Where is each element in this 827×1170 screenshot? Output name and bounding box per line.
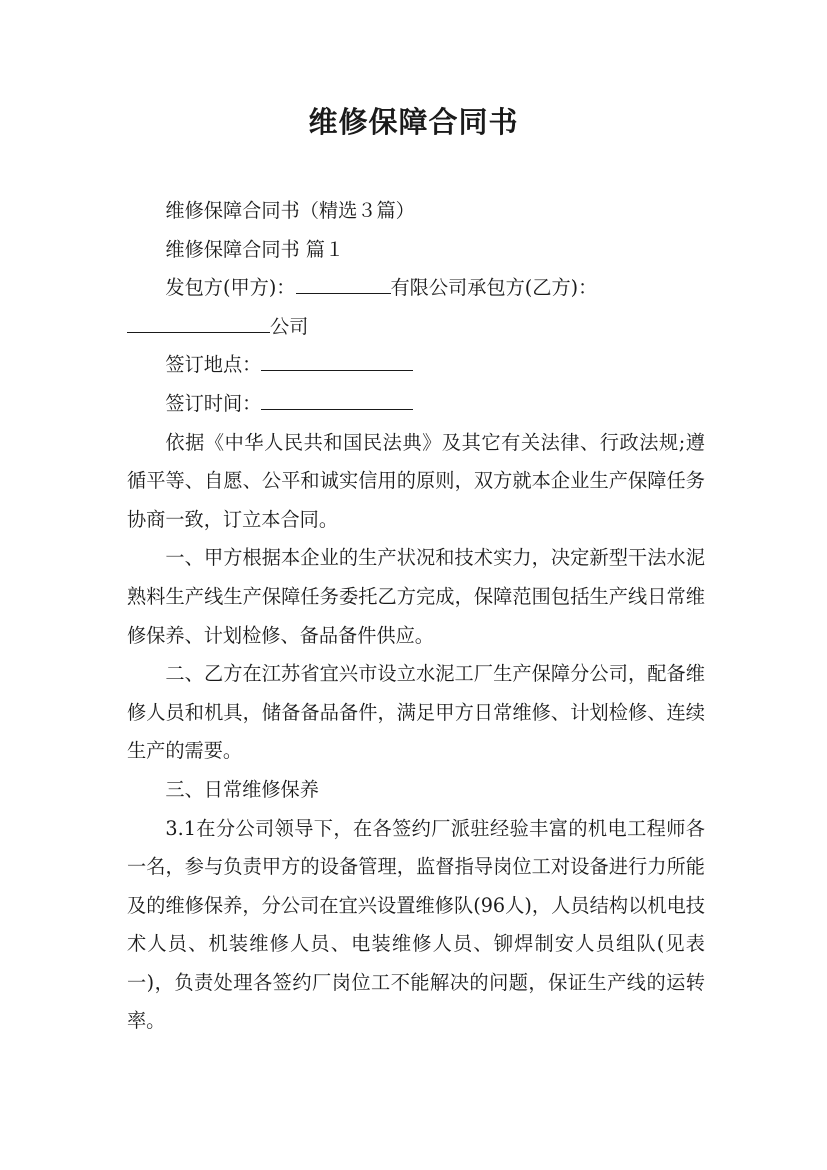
paragraph-basis: 依据《中华人民共和国民法典》及其它有关法律、行政法规;遵循平等、自愿、公平和诚实信用的原则，双方就本企业生产保障任务协商一致，订立本合同。	[127, 430, 705, 531]
subtitle-line: 维修保障合同书（精选３篇）	[165, 199, 415, 222]
document-body	[127, 192, 705, 1041]
sign-place-blank	[261, 348, 413, 371]
party-b-suffix: 公司	[270, 314, 309, 338]
party-b-line	[127, 308, 705, 347]
party-b-blank	[127, 310, 270, 333]
sign-time-label: 签订时间：	[165, 391, 262, 415]
party-a-label: 发包方(甲方)：	[165, 276, 296, 300]
document-title: 维修保障合同书	[308, 105, 519, 139]
paragraph-clause-3-1: 3.1在分公司领导下，在各签约厂派驻经验丰富的机电工程师各一名，参与负责甲方的设备管理，监督指导岗位工对设备进行力所能及的维修保养，分公司在宜兴设置维修队(96人)，人员结构以机电技术人员、机装维修人员、电装维修人员、铆焊制安人员组队(见表一)，负责处理各签约厂岗位工不能解决的问题，保证生产线的运转率。	[127, 816, 705, 1033]
party-a-blank	[296, 271, 391, 294]
paragraph-clause-3-heading: 三、日常维修保养	[165, 777, 319, 801]
sign-time-blank	[261, 387, 413, 410]
paragraph-clause-1: 一、甲方根据本企业的生产状况和技术实力，决定新型干法水泥熟料生产线生产保障任务委托乙方完成，保障范围包括生产线日常维修保养、计划检修、备品备件供应。	[127, 546, 705, 647]
section-heading: 维修保障合同书 篇１	[165, 237, 345, 261]
party-line	[127, 269, 705, 308]
paragraph-clause-2: 二、乙方在江苏省宜兴市设立水泥工厂生产保障分公司，配备维修人员和机具，储备备品备件，满足甲方日常维修、计划检修、连续生产的需要。	[127, 662, 705, 763]
party-a-suffix: 有限公司承包方(乙方)：	[390, 276, 598, 300]
sign-place-line	[127, 346, 705, 385]
sign-time-line	[127, 385, 705, 424]
sign-place-label: 签订地点：	[165, 353, 262, 377]
